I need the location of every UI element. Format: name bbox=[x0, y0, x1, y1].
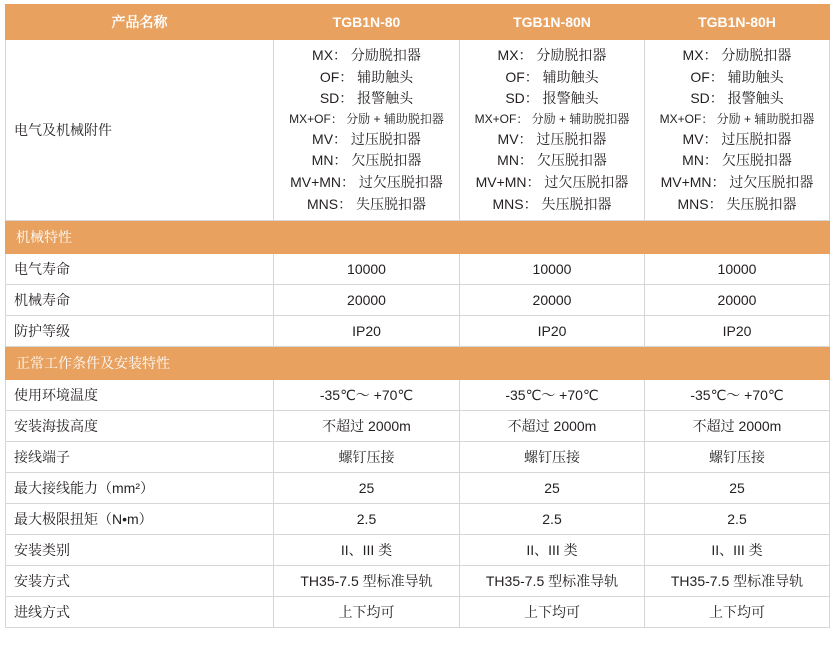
row-value: TH35-7.5 型标准导轨 bbox=[460, 566, 645, 597]
row-label: 最大接线能力（mm²） bbox=[6, 473, 274, 504]
accessory-line: MV： 过压脱扣器 bbox=[682, 130, 792, 147]
row-value: 上下均可 bbox=[274, 597, 460, 628]
row-value: 不超过 2000m bbox=[274, 411, 460, 442]
accessory-line: SD： 报警触头 bbox=[505, 90, 599, 107]
accessory-line: MX： 分励脱扣器 bbox=[312, 47, 421, 63]
table-row bbox=[6, 535, 830, 566]
section-title: 机械特性 bbox=[6, 221, 830, 254]
accessory-line: MX+OF： 分励 + 辅助脱扣器 bbox=[474, 112, 630, 127]
row-value: 20000 bbox=[645, 285, 830, 316]
accessory-line: MX+OF： 分励 + 辅助脱扣器 bbox=[659, 112, 815, 127]
row-label: 使用环境温度 bbox=[6, 380, 274, 411]
specification-table bbox=[5, 4, 830, 628]
table-row bbox=[6, 566, 830, 597]
accessory-line: OF： 辅助触头 bbox=[319, 68, 414, 85]
row-label: 最大极限扭矩（N•m） bbox=[6, 504, 274, 535]
row-value: 20000 bbox=[274, 285, 460, 316]
table-row bbox=[6, 442, 830, 473]
table-header-row bbox=[6, 5, 830, 40]
header-product-name: 产品名称 bbox=[6, 5, 274, 40]
table-row bbox=[6, 380, 830, 411]
row-value: 上下均可 bbox=[645, 597, 830, 628]
section-title: 正常工作条件及安装特性 bbox=[6, 347, 830, 380]
row-value: 10000 bbox=[460, 254, 645, 285]
accessory-line: MV+MN： 过欠压脱扣器 bbox=[475, 174, 629, 191]
accessory-line: OF： 辅助触头 bbox=[690, 68, 784, 85]
row-value: 2.5 bbox=[645, 504, 830, 535]
row-value: 不超过 2000m bbox=[460, 411, 645, 442]
row-label: 电气寿命 bbox=[6, 254, 274, 285]
accessory-line: MN： 欠压脱扣器 bbox=[497, 152, 607, 169]
accessory-line: MNS： 失压脱扣器 bbox=[307, 195, 426, 212]
table-row-accessories bbox=[6, 40, 830, 221]
row-label: 安装方式 bbox=[6, 566, 274, 597]
accessory-line: SD： 报警触头 bbox=[319, 90, 414, 107]
accessory-line: MN： 欠压脱扣器 bbox=[311, 152, 422, 169]
accessory-line: MNS： 失压脱扣器 bbox=[492, 195, 612, 212]
row-value: IP20 bbox=[460, 316, 645, 347]
row-value: 2.5 bbox=[460, 504, 645, 535]
row-value: 螺钉压接 bbox=[645, 442, 830, 473]
table-row bbox=[6, 597, 830, 628]
row-label: 防护等级 bbox=[6, 316, 274, 347]
row-value: 20000 bbox=[460, 285, 645, 316]
accessory-line: MN： 欠压脱扣器 bbox=[682, 152, 792, 169]
table-row bbox=[6, 504, 830, 535]
accessories-cell-2 bbox=[460, 40, 645, 221]
row-value: TH35-7.5 型标准导轨 bbox=[645, 566, 830, 597]
accessory-line: OF： 辅助触头 bbox=[505, 68, 599, 85]
accessory-line: MV： 过压脱扣器 bbox=[312, 130, 421, 147]
row-value: 10000 bbox=[274, 254, 460, 285]
row-value: TH35-7.5 型标准导轨 bbox=[274, 566, 460, 597]
table-row bbox=[6, 254, 830, 285]
accessories-cell-3 bbox=[645, 40, 830, 221]
accessory-line: MV+MN： 过欠压脱扣器 bbox=[660, 174, 814, 191]
row-value: -35℃～ +70℃ bbox=[645, 380, 830, 411]
accessory-line: MV： 过压脱扣器 bbox=[497, 130, 607, 147]
row-value: 上下均可 bbox=[460, 597, 645, 628]
row-label: 进线方式 bbox=[6, 597, 274, 628]
row-value: 25 bbox=[460, 473, 645, 504]
table-row bbox=[6, 316, 830, 347]
header-model-1: TGB1N-80 bbox=[274, 5, 460, 40]
row-value: 25 bbox=[645, 473, 830, 504]
row-value: II、III 类 bbox=[460, 535, 645, 566]
row-label: 安装海拔高度 bbox=[6, 411, 274, 442]
table-row bbox=[6, 473, 830, 504]
row-value: 10000 bbox=[645, 254, 830, 285]
accessories-cell-1 bbox=[274, 40, 460, 221]
row-label: 机械寿命 bbox=[6, 285, 274, 316]
accessory-line: MX： 分励脱扣器 bbox=[682, 47, 792, 63]
accessory-line: SD： 报警触头 bbox=[690, 90, 784, 107]
row-label: 接线端子 bbox=[6, 442, 274, 473]
row-value: 螺钉压接 bbox=[274, 442, 460, 473]
accessory-line: MX： 分励脱扣器 bbox=[497, 47, 607, 63]
accessory-line: MX+OF： 分励 + 辅助脱扣器 bbox=[289, 112, 444, 127]
row-value: -35℃～ +70℃ bbox=[274, 380, 460, 411]
header-model-3: TGB1N-80H bbox=[645, 5, 830, 40]
row-value: 不超过 2000m bbox=[645, 411, 830, 442]
table-row bbox=[6, 411, 830, 442]
row-value: 25 bbox=[274, 473, 460, 504]
row-value: II、III 类 bbox=[645, 535, 830, 566]
row-value: IP20 bbox=[645, 316, 830, 347]
accessory-line: MV+MN： 过欠压脱扣器 bbox=[290, 174, 443, 191]
row-value: II、III 类 bbox=[274, 535, 460, 566]
row-value: 螺钉压接 bbox=[460, 442, 645, 473]
section-header-operating-conditions bbox=[6, 347, 830, 380]
row-value: 2.5 bbox=[274, 504, 460, 535]
row-value: IP20 bbox=[274, 316, 460, 347]
section-header-mechanical bbox=[6, 221, 830, 254]
accessory-line: MNS： 失压脱扣器 bbox=[677, 195, 797, 212]
row-label-accessories: 电气及机械附件 bbox=[6, 40, 274, 221]
header-model-2: TGB1N-80N bbox=[460, 5, 645, 40]
row-label: 安装类别 bbox=[6, 535, 274, 566]
table-row bbox=[6, 285, 830, 316]
row-value: -35℃～ +70℃ bbox=[460, 380, 645, 411]
